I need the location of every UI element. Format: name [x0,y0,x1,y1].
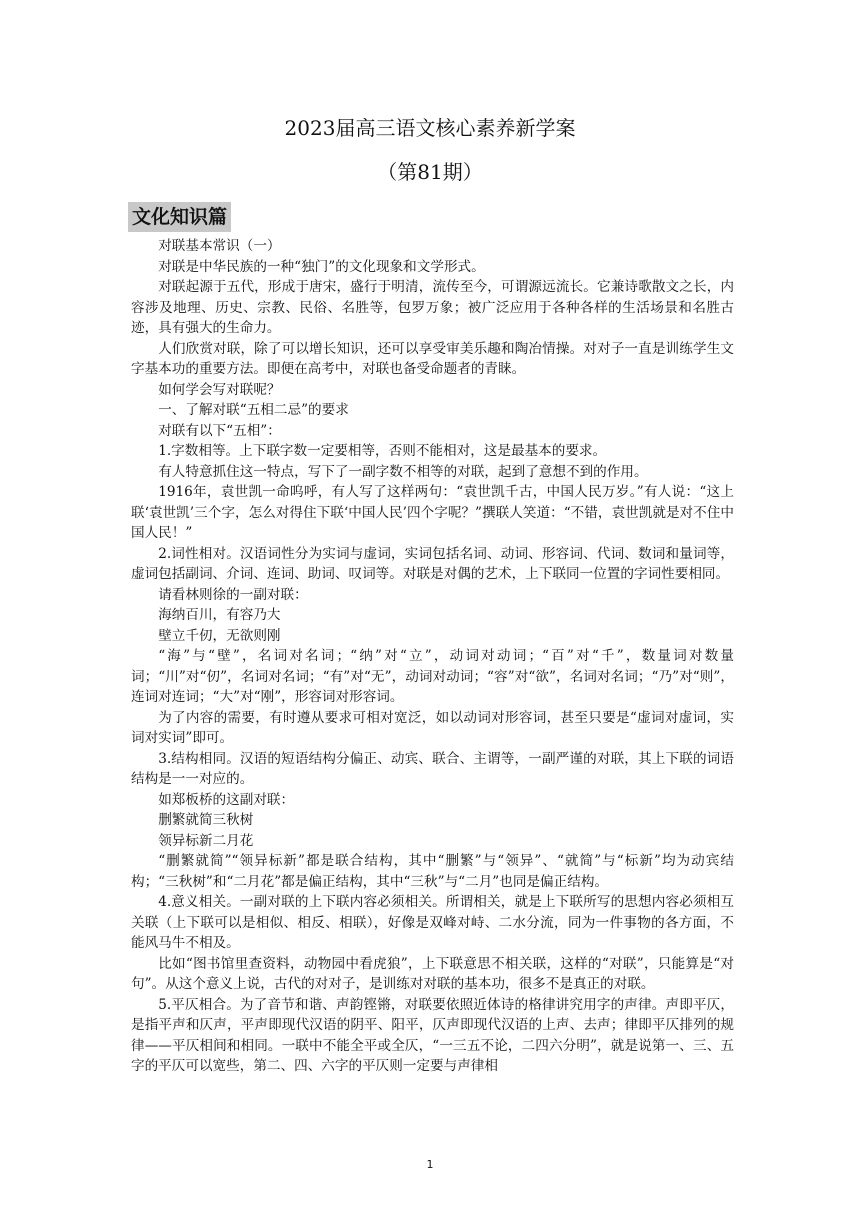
paragraph: 2.词性相对。汉语词性分为实词与虚词，实词包括名词、动词、形容词、代词、数词和量词等，虚词包括副词、介词、连词、助词、叹词等。对联是对偶的艺术，上下联同一位置的字词性要相同。 [131,545,734,582]
document-title: 2023届高三语文核心素养新学案 [284,116,576,140]
couplet-line: 删繁就简三秋树 [158,812,254,828]
section-heading: 文化知识篇 [128,202,231,232]
paragraph: 一、了解对联“五相二忌”的要求 [158,402,349,418]
paragraph: “删繁就简”“领异标新”都是联合结构，其中“删繁”与“领异”、“就简”与“标新”均为动宾结构；“三秋树”和“二月花”都是偏正结构，其中“三秋”与“二月”也同是偏正结构。 [131,853,734,890]
couplet-line: 领异标新二月花 [158,832,254,849]
paragraph: 为了内容的需要，有时遵从要求可相对宽泛，如以动词对形容词，甚至只要是“虚词对虚词，实词对实词”即可。 [131,709,734,746]
paragraph: 比如“图书馆里查资料，动物园中看虎狼”，上下联意思不相关联，这样的“对联”，只能算是“对句”。从这个意义上说，古代的对对子，是训练对对联的基本功，很多不是真正的对联。 [131,955,734,992]
paragraph: 如郑板桥的这副对联： [158,791,295,808]
couplet-line: 海纳百川，有容乃大 [158,607,281,623]
paragraph: 请看林则徐的一副对联： [158,586,308,603]
paragraph: 人们欣赏对联，除了可以增长知识，还可以享受审美乐趣和陶冶情操。对对子一直是训练学生文字基本功的重要方法。即便在高考中，对联也备受命题者的青睐。 [131,340,734,377]
paragraph: 1916年，袁世凯一命呜呼，有人写了这样两句：“袁世凯千古，中国人民万岁。”有人说：“这上联‘袁世凯’三个字，怎么对得住下联‘中国人民’四个字呢？”撰联人笑道：“不错，袁世凯就是对不住中国人民！” [131,484,734,541]
paragraph: 3.结构相同。汉语的短语结构分偏正、动宾、联合、主谓等，一副严谨的对联，其上下联的词语结构是一一对应的。 [131,750,734,787]
paragraph: “海”与“壁”，名词对名词；“纳”对“立”，动词对动词；“百”对“千”，数量词对数量词；“川”对“仞”，名词对名词；“有”对“无”，动词对动词；“容”对“欲”，名词对名词；“乃”对“则”，连词对连词；“大”对“刚”，形容词对形容词。 [131,648,734,705]
page-number: 1 [426,1158,434,1171]
paragraph: 5.平仄相合。为了音节和谐、声韵铿锵，对联要依照近体诗的格律讲究用字的声律。声即平仄，是指平声和仄声，平声即现代汉语的阴平、阳平，仄声即现代汉语的上声、去声；律即平仄排列的规律——平仄相间和相同。一联中不能全平或全仄，“一三五不论，二四六分明”，就是说第一、三、五字的平仄可以宽些，第二、四、六字的平仄则一定要与声律相 [131,996,734,1074]
couplet-line: 壁立千仞，无欲则刚 [158,627,281,644]
paragraph: 对联有以下“五相”： [158,422,281,439]
paragraph: 4.意义相关。一副对联的上下联内容必须相关。所谓相关，就是上下联所写的思想内容必须相互关联（上下联可以是相似、相反、相联），好像是双峰对峙、二水分流，同为一件事物的各方面，不能风马牛不相及。 [131,894,734,951]
paragraph: 对联基本常识（一） [158,238,281,254]
issue-number: （第81期） [377,160,483,184]
paragraph: 有人特意抓住这一特点，写下了一副字数不相等的对联，起到了意想不到的作用。 [158,463,648,480]
paragraph: 1.字数相等。上下联字数一定要相等，否则不能相对，这是最基本的要求。 [158,443,607,459]
paragraph: 对联是中华民族的一种“独门”的文化现象和文学形式。 [158,258,485,275]
paragraph: 如何学会写对联呢？ [158,381,281,398]
paragraph: 对联起源于五代，形成于唐宋，盛行于明清，流传至今，可谓源远流长。它兼诗歌散文之长，内容涉及地理、历史、宗教、民俗、名胜等，包罗万象；被广泛应用于各种各样的生活场景和名胜古迹，具有强大的生命力。 [131,279,734,336]
body-text [131,236,734,1077]
